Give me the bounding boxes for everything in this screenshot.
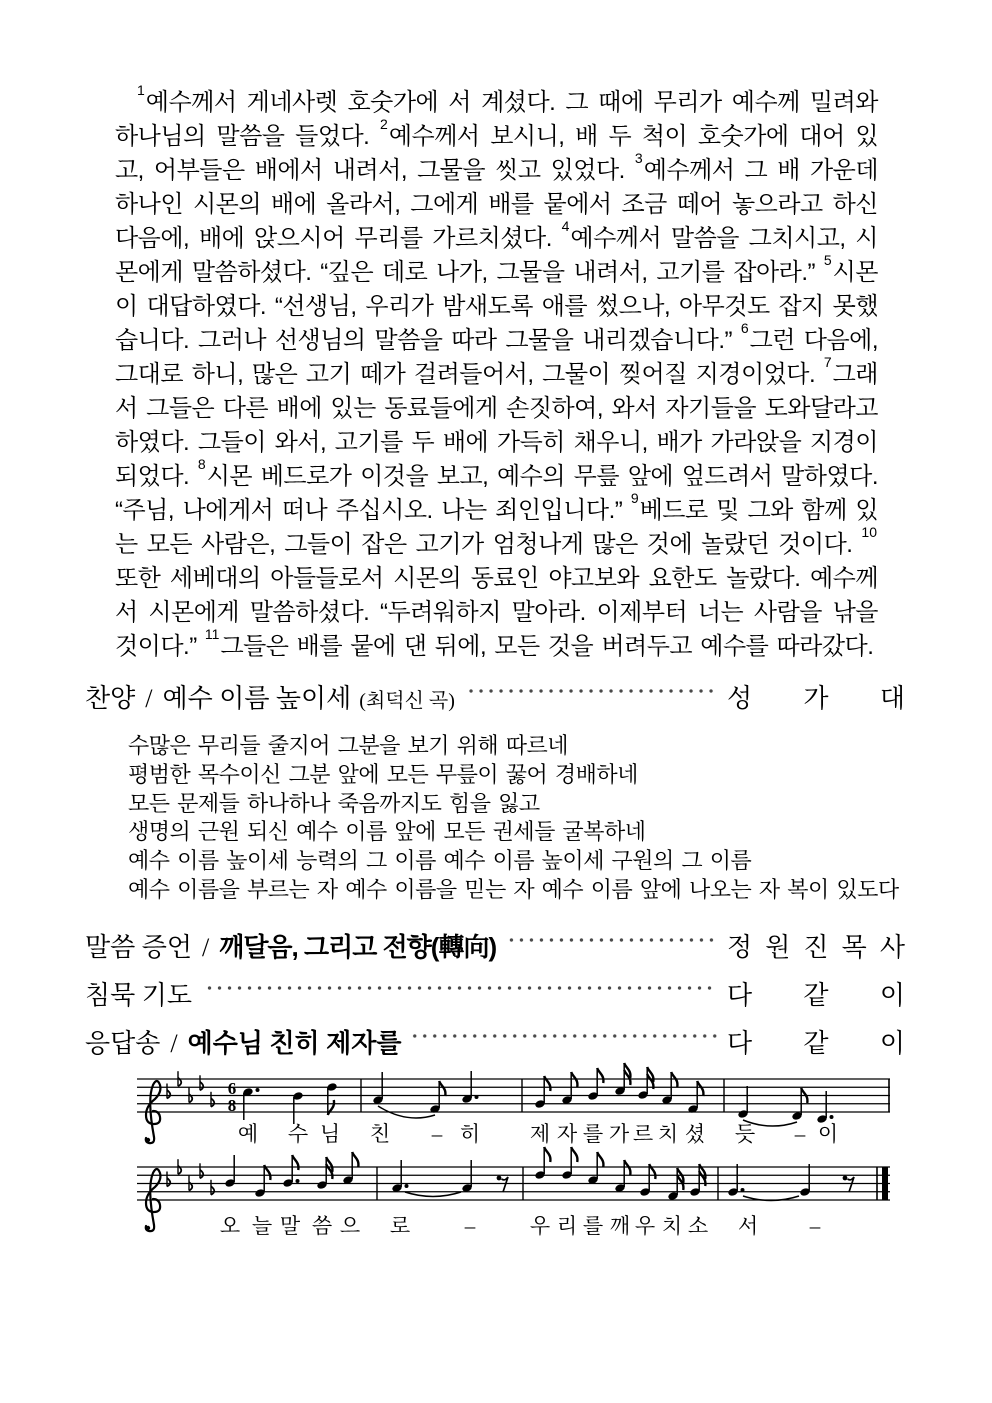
dotted-leader (412, 1034, 717, 1038)
lyric-syllable: 수 (287, 1121, 309, 1145)
note-flag (597, 1068, 603, 1083)
lyric-syllable: – (794, 1121, 806, 1145)
lyric-syllable: 이 (817, 1121, 839, 1145)
lyric-syllable: 늘 (251, 1213, 273, 1238)
hymn-lyrics-block (128, 732, 905, 905)
scripture-verse: $^2$예수께서 보시니, 배 두 척이 호숫가에 대어 있고, 어부들은 배에서 내려서, 그물을 씻고 있었다. (115, 115, 879, 184)
hymn-lyrics-line: 모든 문제들 하나하나 죽음까지도 힘을 잃고 (128, 790, 540, 816)
order-row-response-song (85, 1023, 905, 1057)
time-signature-lower: 8 (227, 1095, 237, 1115)
separator: / (170, 1028, 178, 1058)
dotted-leader (202, 986, 717, 990)
verse-number: 8 (197, 455, 206, 472)
augmentation-dot (475, 1095, 479, 1099)
lyric-syllable: 으 (339, 1213, 361, 1238)
lyric-syllable: 오 (219, 1213, 241, 1238)
lyric-syllable: 말 (279, 1213, 301, 1238)
sermon-label: 말씀 증언 (85, 932, 192, 962)
hymn-lyrics-line: 생명의 근원 되신 예수 이름 앞에 모든 권세들 굴복하네 (128, 819, 646, 845)
praise-composer: (최덕신 곡) (359, 690, 455, 712)
note-flag (439, 1081, 445, 1096)
scripture-verse: $^{10}$또한 세베대의 아들들로서 시몬의 동료인 야고보와 요한도 놀랐다. 예수께서 시몬에게 말씀하셨다. “두려워하지 말아라. 이제부터 너는 사람을 낚을 것이다.” (115, 523, 878, 660)
lyric-syllable: 르 (632, 1121, 654, 1145)
dotted-leader (465, 689, 717, 693)
augmentation-dot (405, 1184, 409, 1188)
lyric-syllable: – (809, 1213, 821, 1238)
scripture-verse: $^8$시몬 베드로가 이것을 보고, 예수의 무릎 앞에 엎드려서 말하였다. “주님, 나에게서 떠나 주십시오. 나는 죄인입니다.” (115, 455, 878, 524)
music-notation (137, 1057, 905, 1245)
lyric-syllable: 님 (319, 1121, 341, 1145)
scripture-verse: $^5$시몬이 대답하였다. “선생님, 우리가 밤새도록 애를 썼으나, 아무것도 잡지 못했습니다. 그러나 선생님의 말씀을 따라 그물을 내리겠습니다.” (115, 251, 878, 354)
note-flag (697, 1081, 703, 1096)
silent-prayer-label: 침묵 기도 (85, 980, 192, 1010)
silent-prayer-performer: 다 같 이 (727, 980, 905, 1010)
lyric-syllable: 치 (657, 1121, 679, 1145)
response-song-label: 응답송 (85, 1028, 161, 1058)
lyric-syllable: 서 (737, 1213, 759, 1238)
separator: / (201, 932, 210, 962)
music-staff-1 (137, 1057, 890, 1145)
time-signature-upper: 6 (227, 1078, 237, 1098)
response-song-title: 예수님 친히 제자를 (187, 1028, 402, 1058)
hymn-lyrics-line: 예수 이름을 부르는 자 예수 이름을 믿는 자 예수 이름 앞에 나오는 자 복이 있도다 (128, 876, 899, 902)
verse-number: 11 (204, 625, 220, 642)
verse-number: 6 (740, 319, 749, 336)
scripture-verse: $^4$예수께서 말씀을 그치시고, 시몬에게 말씀하셨다. “깊은 데로 나가, 그물을 내려서, 고기를 잡아라.” (115, 217, 878, 286)
note-flag (328, 1100, 334, 1115)
order-row-silent-prayer (85, 975, 905, 1009)
lyric-syllable: 친 (369, 1121, 391, 1145)
lyric-syllable: 씀 (311, 1213, 333, 1238)
eighth-rest (843, 1175, 848, 1180)
sermon-title: 깨달음, 그리고 전향(轉向) (219, 931, 497, 962)
lyric-syllable: – (431, 1121, 443, 1145)
scripture-verse: $^1$예수께서 게네사렛 호숫가에 서 계셨다. 그 때에 무리가 예수께 밀려와 하나님의 말씀을 들었다. (115, 81, 878, 150)
lyric-syllable: 리 (556, 1213, 578, 1238)
verse-number: 2 (380, 115, 388, 132)
scripture-passage (115, 81, 879, 664)
treble-clef-icon (146, 1081, 160, 1137)
scripture-verse: $^6$그런 다음에, 그대로 하니, 많은 고기 떼가 걸려들어서, 그물이 찢어질 지경이었다. (115, 319, 878, 388)
slur (405, 1192, 461, 1197)
augmentation-dot (830, 1115, 834, 1119)
scripture-verse: $^9$베드로 및 그와 함께 있는 모든 사람은, 그들이 잡은 고기가 엄청나게 많은 것에 놀랐던 것이다. (115, 489, 879, 558)
separator: / (145, 684, 153, 713)
lyric-syllable: 예 (237, 1121, 259, 1145)
note-flag (292, 1155, 298, 1170)
eighth-rest (848, 1177, 855, 1192)
lyric-syllable: 자 (556, 1121, 578, 1145)
verse-number: 9 (630, 489, 639, 506)
music-staff-2 (137, 1145, 890, 1245)
eighth-rest (497, 1175, 502, 1180)
lyric-syllable: 를 (582, 1121, 604, 1145)
hymn-lyrics-line: 평범한 목수이신 그분 앞에 모든 무릎이 꿇어 경배하네 (128, 761, 638, 787)
praise-label: 찬양 (85, 684, 136, 713)
verse-number: 3 (634, 149, 643, 166)
response-song-performer: 다 같 이 (727, 1028, 905, 1058)
lyric-syllable: 로 (389, 1213, 411, 1238)
verse-number: 4 (561, 217, 570, 234)
augmentation-dot (741, 1188, 745, 1192)
treble-clef-icon (146, 1226, 150, 1230)
hymn-lyrics-line: 예수 이름 높이세 능력의 그 이름 예수 이름 높이세 구원의 그 이름 (128, 848, 752, 874)
praise-title: 예수 이름 높이세 (162, 684, 352, 713)
lyric-syllable: 깨 (609, 1213, 631, 1238)
verse-number: 10 (861, 523, 877, 540)
order-row-praise (85, 678, 905, 712)
lyric-syllable: 소 (687, 1213, 709, 1238)
order-row-sermon (85, 927, 905, 961)
note-flag (352, 1152, 358, 1167)
note-flag (597, 1152, 603, 1167)
sermon-performer: 정 원 진 목 사 (727, 932, 905, 962)
lyric-syllable: 셨 (684, 1121, 706, 1145)
scripture-verse: $^7$그래서 그들은 다른 배에 있는 동료들에게 손짓하여, 와서 자기들을 도와달라고 하였다. 그들이 와서, 고기를 두 배에 가득히 채우니, 배가 가라앉을 지경이 되었다. (115, 353, 878, 490)
lyric-syllable: 히 (459, 1121, 481, 1145)
lyric-syllable: 우 (634, 1213, 656, 1238)
augmentation-dot (256, 1088, 260, 1092)
verse-number: 7 (823, 353, 832, 370)
dotted-leader (506, 938, 717, 942)
scripture-verse: $^3$예수께서 그 배 가운데 하나인 시몬의 배에 올라서, 그에게 배를 뭍에서 조금 떼어 놓으라고 하신 다음에, 배에 앉으시어 무리를 가르치셨다. (115, 149, 878, 252)
lyric-syllable: 가 (608, 1121, 630, 1145)
praise-performer: 성 가 대 (727, 684, 905, 713)
scripture-verse: $^{11}$그들은 배를 뭍에 댄 뒤에, 모든 것을 버려두고 예수를 따라갔다. (204, 625, 874, 660)
lyric-syllable: 제 (529, 1121, 551, 1145)
lyric-syllable: 듯 (734, 1121, 756, 1145)
hymn-lyrics-line: 수많은 무리들 줄지어 그분을 보기 위해 따르네 (128, 733, 568, 758)
note-flag (649, 1164, 655, 1179)
verse-number: 1 (137, 81, 145, 98)
augmentation-dot (296, 1179, 300, 1183)
lyric-syllable: 를 (582, 1213, 604, 1238)
final-barline (882, 1167, 888, 1200)
note-flag (544, 1147, 550, 1162)
treble-clef-icon (146, 1138, 150, 1142)
eighth-rest (502, 1177, 509, 1192)
treble-clef-icon (146, 1169, 160, 1225)
note-flag (571, 1147, 577, 1162)
lyric-syllable: 치 (661, 1213, 683, 1238)
lyric-syllable: – (464, 1213, 476, 1238)
note-flag (544, 1076, 550, 1091)
verse-number: 5 (823, 251, 832, 268)
lyric-syllable: 우 (529, 1213, 551, 1238)
